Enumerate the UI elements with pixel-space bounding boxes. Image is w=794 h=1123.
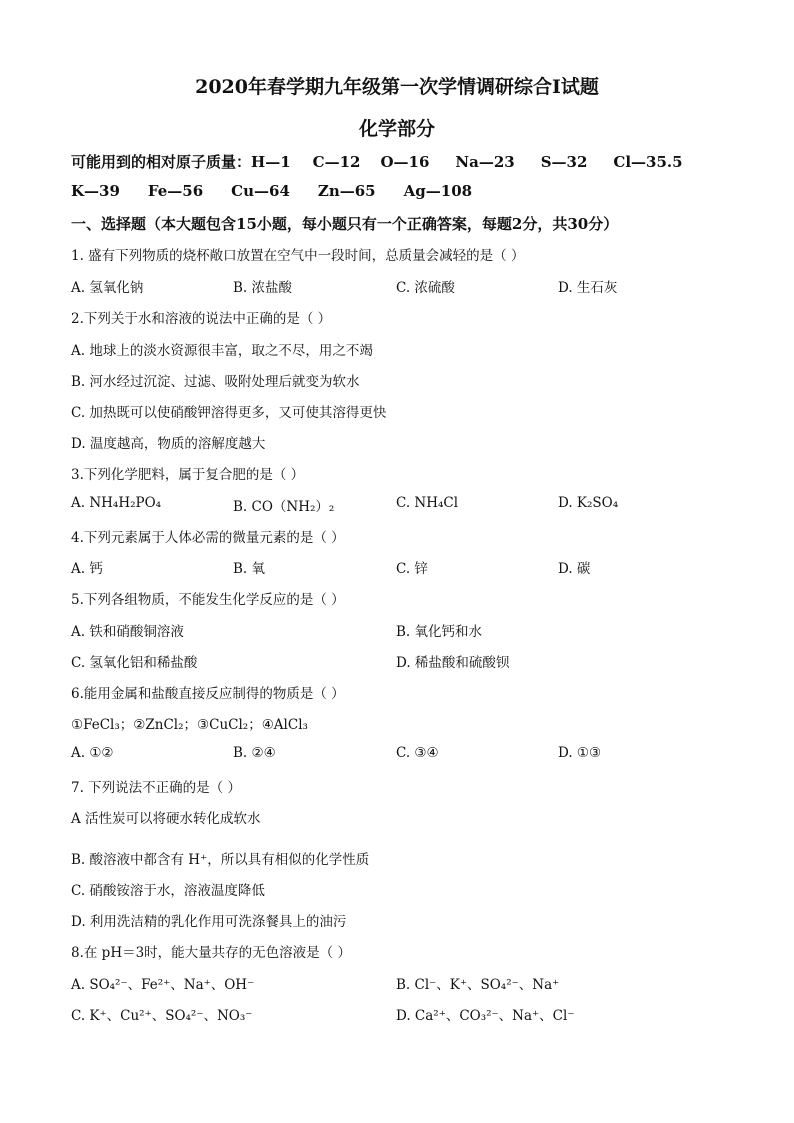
option: B. 浓盐酸 (233, 280, 293, 296)
option: A 活性炭可以将硬水转化成软水 (71, 811, 261, 827)
option: C. 硝酸铵溶于水，溶液温度降低 (71, 883, 265, 899)
option: B. 氧 (233, 561, 266, 577)
option: B. 酸溶液中都含有 H⁺，所以具有相似的化学性质 (71, 852, 370, 868)
option: A. 地球上的淡水资源很丰富，取之不尽，用之不竭 (71, 343, 373, 359)
option: D. ①③ (558, 745, 602, 761)
option: B. ②④ (233, 745, 276, 761)
atomic-mass: Cl—35.5 (613, 153, 683, 171)
option: A. 钙 (71, 561, 103, 577)
atomic-masses-label: 可能用到的相对原子质量： (71, 153, 252, 171)
option: A. 氢氧化钠 (71, 280, 144, 296)
option: A. NH₄H₂PO₄ (71, 495, 162, 511)
option: D. 稀盐酸和硫酸钡 (396, 655, 510, 671)
option: D. 生石灰 (558, 280, 618, 296)
question-stem: 7. 下列说法不正确的是（ ） (71, 780, 241, 796)
option: B. Cl⁻、K⁺、SO₄²⁻、Na⁺ (396, 977, 560, 993)
atomic-mass: Zn—65 (317, 182, 376, 200)
option: C. 锌 (396, 561, 428, 577)
atomic-mass: K—39 (71, 182, 120, 200)
option: C. 加热既可以使硝酸钾溶得更多，又可使其溶得更快 (71, 405, 387, 421)
option: C. ③④ (396, 745, 439, 761)
option: D. 利用洗洁精的乳化作用可洗涤餐具上的油污 (71, 914, 347, 930)
option: B. 河水经过沉淀、过滤、吸附处理后就变为软水 (71, 374, 360, 390)
option: D. 温度越高，物质的溶解度越大 (71, 436, 266, 452)
page-title: 2020年春学期九年级第一次学情调研综合Ⅰ试题 (195, 76, 599, 98)
option: B. 氧化钙和水 (396, 624, 483, 640)
atomic-mass: Ag—108 (403, 182, 473, 200)
question-stem: 2.下列关于水和溶液的说法中正确的是（ ） (71, 311, 332, 327)
question-items: ①FeCl₃；②ZnCl₂；③CuCl₂；④AlCl₃ (71, 717, 308, 733)
question-stem: 8.在 pH＝3时，能大量共存的无色溶液是（ ） (71, 945, 351, 961)
option: C. K⁺、Cu²⁺、SO₄²⁻、NO₃⁻ (71, 1008, 253, 1024)
option: A. ①② (71, 745, 114, 761)
atomic-mass: H—1 (251, 153, 291, 171)
question-stem: 4.下列元素属于人体必需的微量元素的是（ ） (71, 530, 345, 546)
question-stem: 5.下列各组物质，不能发生化学反应的是（ ） (71, 592, 345, 608)
option: A. 铁和硝酸铜溶液 (71, 624, 184, 640)
option: B. CO（NH₂）₂ (233, 499, 335, 515)
atomic-masses-row-1 (71, 151, 683, 172)
question-stem: 1. 盛有下列物质的烧杯敞口放置在空气中一段时间，总质量会减轻的是（ ） (71, 248, 525, 264)
section-subtitle: 化学部分 (358, 118, 435, 140)
option: C. 氢氧化铝和稀盐酸 (71, 655, 198, 671)
atomic-mass: Na—23 (455, 153, 515, 171)
question-stem: 6.能用金属和盐酸直接反应制得的物质是（ ） (71, 686, 345, 702)
atomic-mass: C—12 (312, 153, 361, 171)
atomic-mass: Cu—64 (231, 182, 290, 200)
atomic-mass: O—16 (380, 153, 430, 171)
option: A. SO₄²⁻、Fe²⁺、Na⁺、OH⁻ (71, 977, 255, 993)
option: D. K₂SO₄ (558, 495, 619, 511)
option: D. 碳 (558, 561, 591, 577)
atomic-masses-row-2 (71, 182, 472, 200)
atomic-mass: S—32 (540, 153, 588, 171)
atomic-mass: Fe—56 (147, 182, 204, 200)
section-heading: 一、选择题（本大题包含15小题，每小题只有一个正确答案，每题2分，共30分） (71, 215, 619, 233)
option: C. 浓硫酸 (396, 280, 455, 296)
option: C. NH₄Cl (396, 495, 459, 511)
option: D. Ca²⁺、CO₃²⁻、Na⁺、Cl⁻ (396, 1008, 575, 1024)
question-stem: 3.下列化学肥料，属于复合肥的是（ ） (71, 467, 305, 483)
